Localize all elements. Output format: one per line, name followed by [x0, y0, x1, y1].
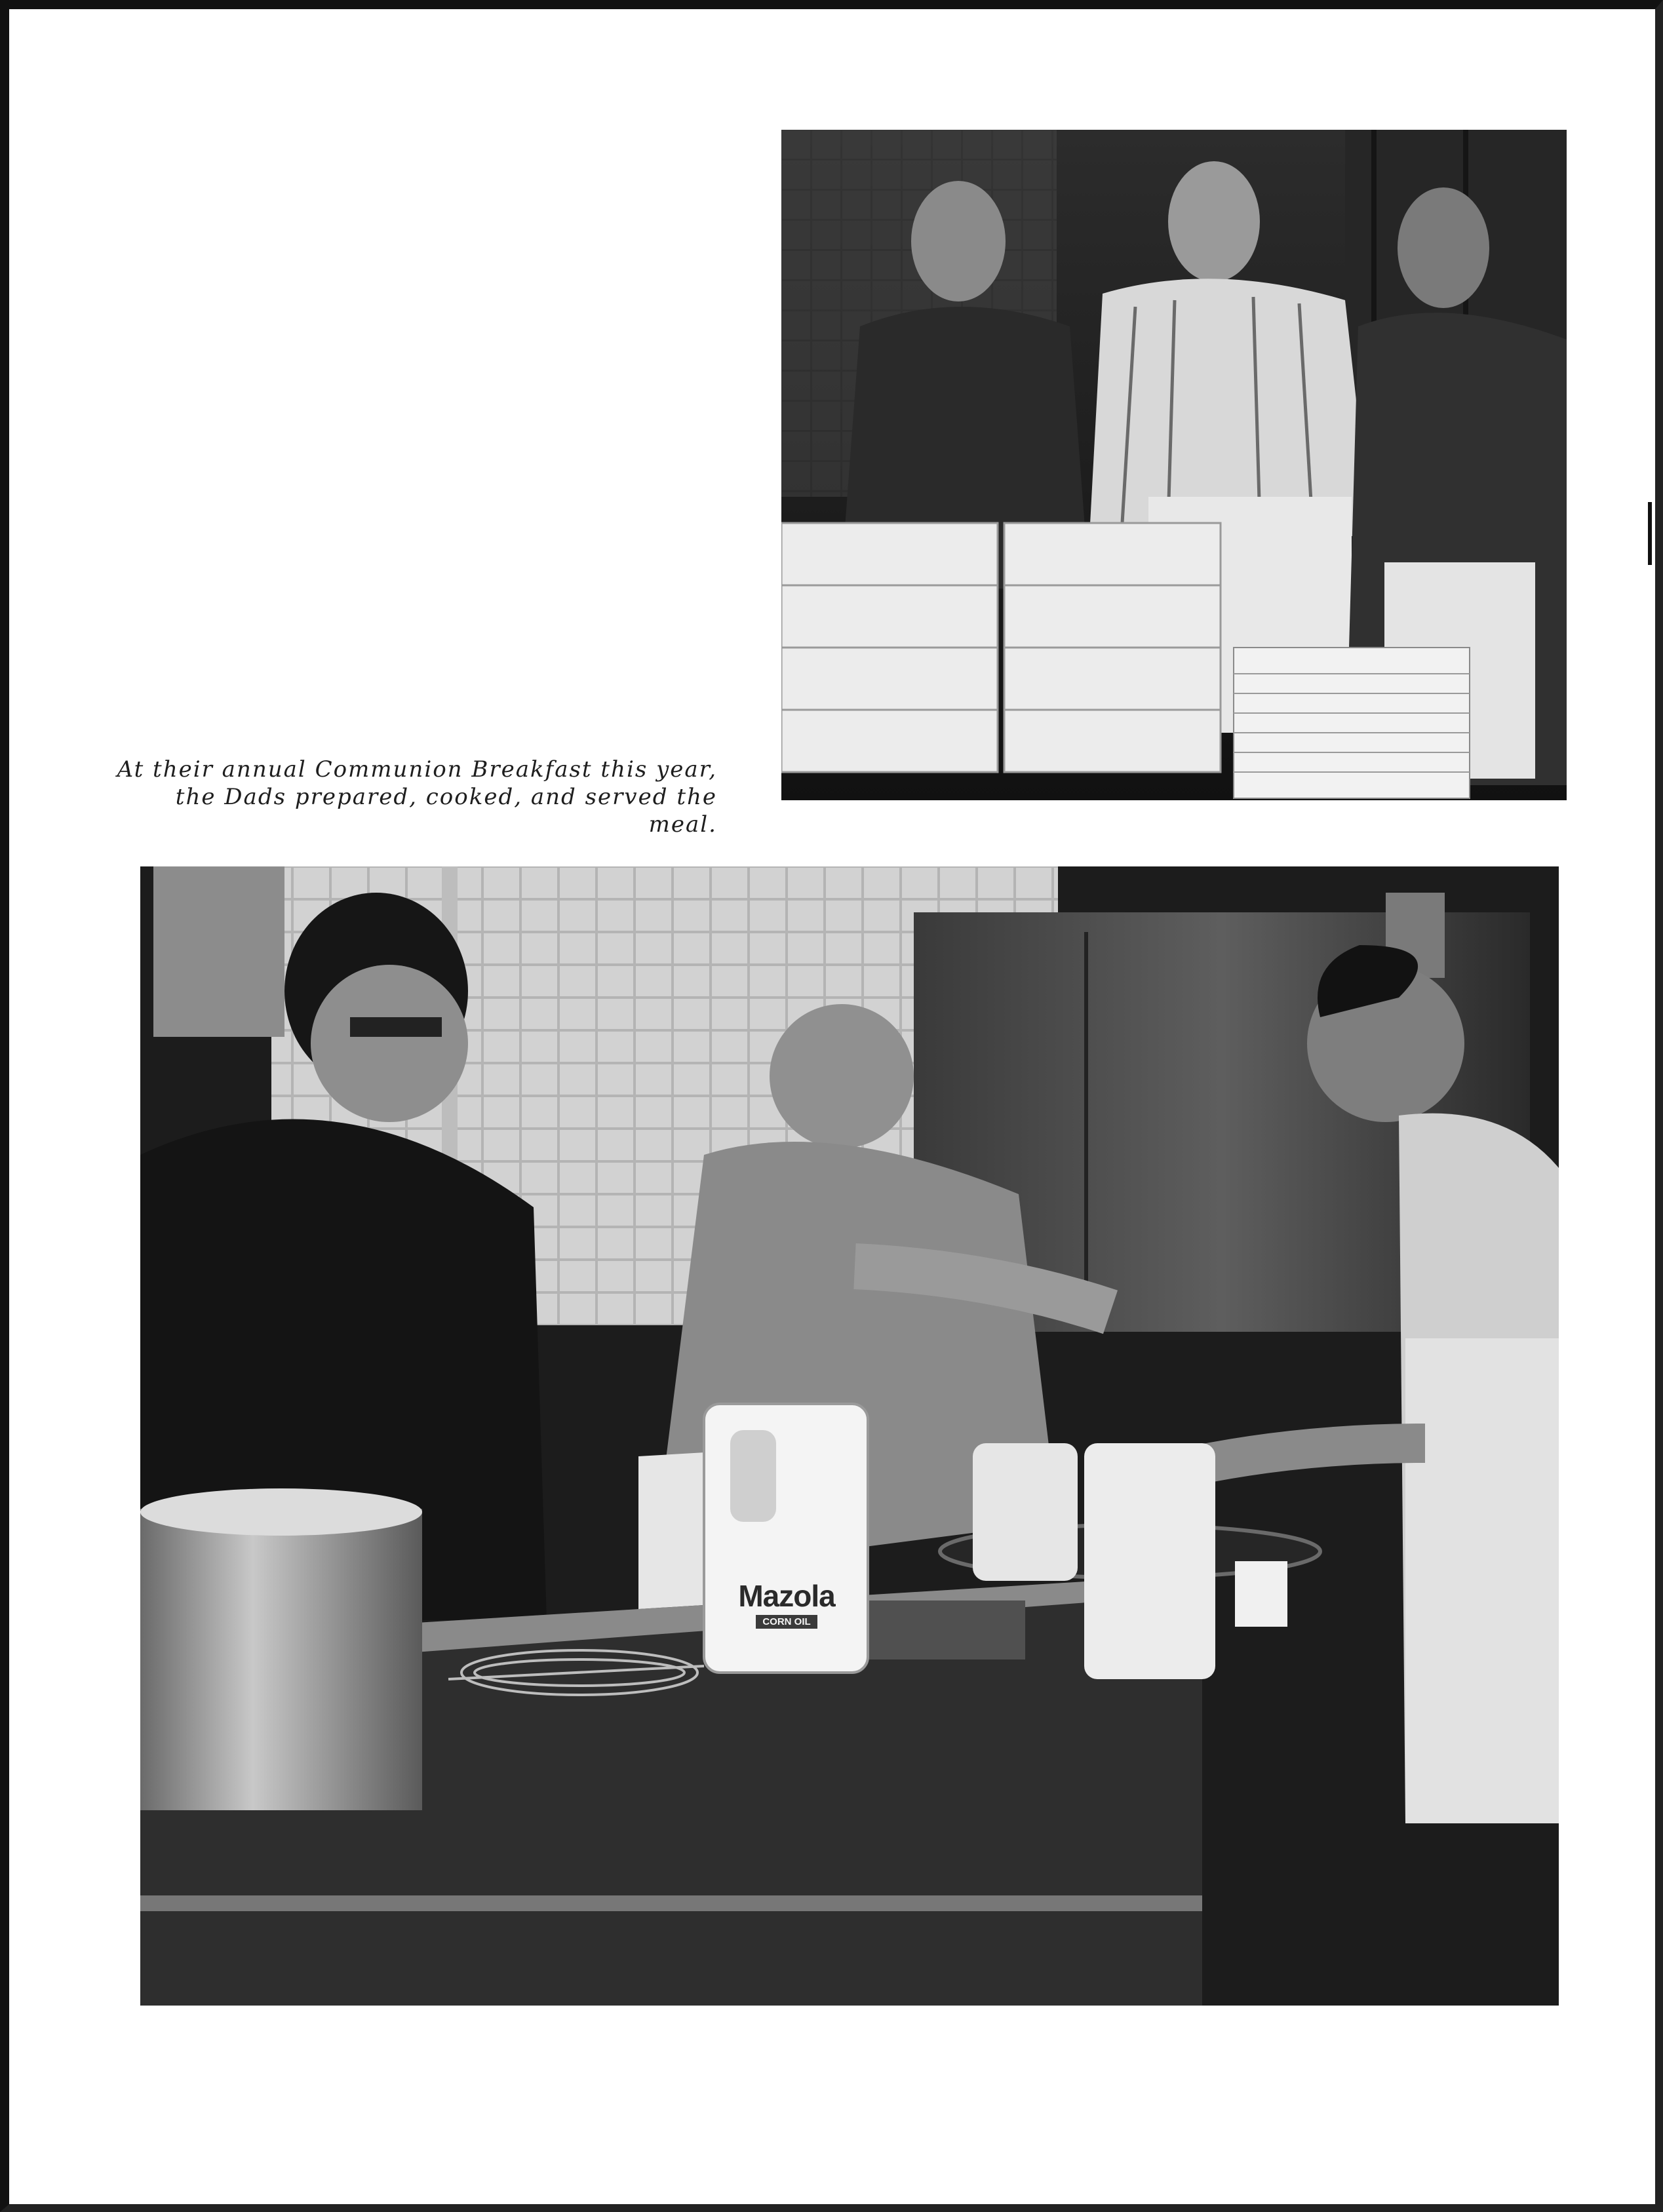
photo-dads-cooking-image [140, 866, 1559, 2006]
mazola-brand: Mazola [738, 1579, 835, 1613]
photo-caption [114, 756, 717, 838]
yearbook-page [9, 9, 1655, 2204]
mazola-product-line: CORN OIL [756, 1615, 817, 1629]
caption-line-1: At their annual Communion Breakfast this year, [117, 756, 717, 783]
mazola-jug [704, 1404, 868, 1673]
margin-mark [1648, 502, 1652, 565]
photo-dads-cooking [140, 866, 1559, 2006]
caption-line-2: the Dads prepared, cooked, and served the meal. [175, 784, 717, 838]
photo-dads-with-boxes [781, 130, 1567, 800]
photo-dads-with-boxes-image [781, 130, 1567, 800]
mazola-label [705, 1578, 869, 1629]
